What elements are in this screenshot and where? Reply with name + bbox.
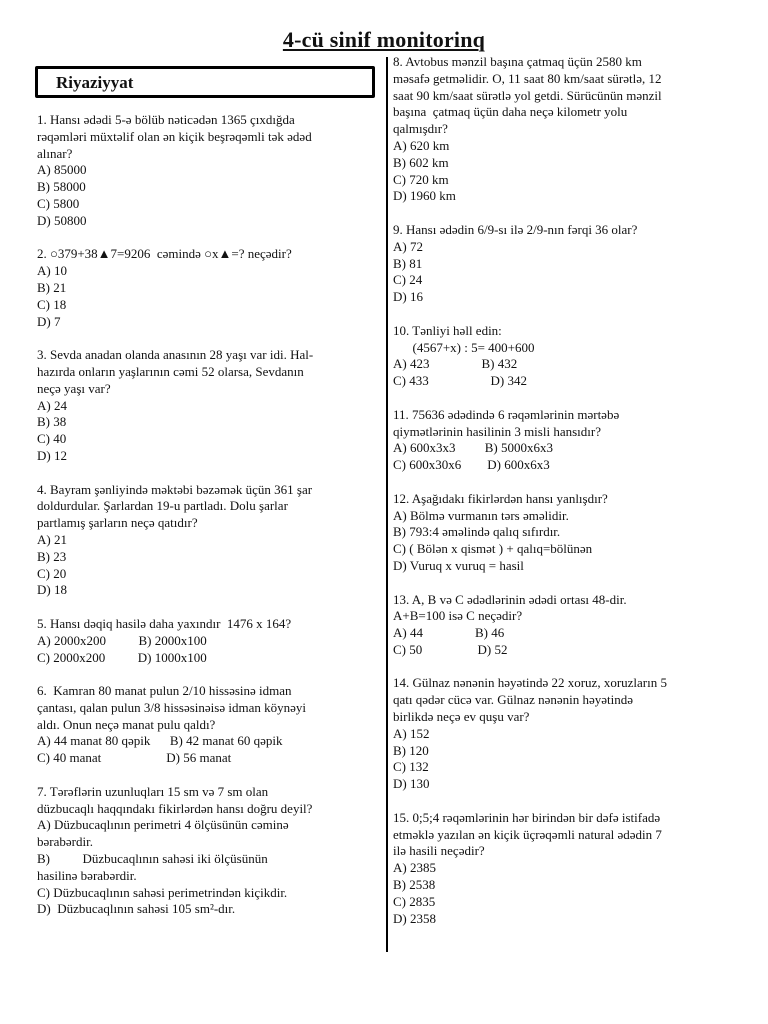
question-text-line: D) Vuruq x vuruq = hasil: [393, 557, 524, 573]
page-title: 4-cü sinif monitorinq: [282, 27, 486, 52]
answer-option: C) 40 manat D) 56 manat: [37, 750, 232, 766]
answer-option: C) 600x30x6 D) 600x6x3: [393, 457, 550, 473]
question-text-line: D) Düzbucaqlının sahəsi 105 sm²-dır.: [37, 901, 236, 917]
question-text-line: 13. A, B və C ədədlərinin ədədi ortası 48-dir.: [393, 591, 627, 607]
question-block: [37, 616, 373, 666]
question-text-line: 4. Bayram şənliyində məktəbi bəzəmək üçün 361 şar: [37, 481, 313, 497]
question-text-line: qalmışdır?: [393, 121, 448, 137]
answer-option: A) 620 km: [393, 137, 450, 153]
answer-option: C) 18: [37, 296, 67, 312]
answer-option: D) 1960 km: [393, 188, 456, 204]
answer-option: D) 16: [393, 289, 423, 305]
question-block: [37, 112, 373, 230]
question-text-line: rəqəmləri müxtəlif olan ən kiçik beşrəqəmli tək ədəd: [37, 128, 312, 144]
question-text-line: C) ( Bölən x qismət ) + qalıq=bölünən: [393, 541, 593, 557]
answer-option: A) 2000x200 B) 2000x100: [37, 632, 207, 648]
question-block: [37, 683, 373, 767]
question-text-line: 15. 0;5;4 rəqəmlərinin hər birindən bir dəfə istifadə: [393, 809, 661, 825]
answer-option: C) 2000x200 D) 1000x100: [37, 649, 207, 665]
answer-option: D) 7: [37, 313, 61, 329]
answer-option: B) 21: [37, 279, 67, 295]
question-text-line: doldurdular. Şarlardan 19-u partladı. Dolu şarlar: [37, 498, 288, 514]
answer-option: C) 24: [393, 272, 423, 288]
question-text-line: alınar?: [37, 145, 73, 161]
question-text-line: 7. Tərəflərin uzunluqları 15 sm və 7 sm olan: [37, 783, 269, 799]
answer-option: C) 40: [37, 431, 67, 447]
question-block: [37, 784, 373, 918]
question-block: [393, 323, 743, 390]
question-text-line: 2. ○379+38▲7=9206 cəmində ○x▲=? neçədir?: [37, 246, 292, 262]
question-block: [37, 482, 373, 600]
question-text-line: hasilinə bərabərdir.: [37, 867, 137, 883]
section-title: Riyaziyyat: [56, 73, 134, 92]
question-block: [393, 407, 743, 474]
answer-option: D) 12: [37, 447, 67, 463]
right-column: [393, 54, 743, 944]
answer-option: D) 130: [393, 776, 430, 792]
question-block: [393, 54, 743, 205]
question-text-line: B) Düzbucaqlının sahəsi iki ölçüsünün: [37, 851, 268, 867]
question-block: [393, 222, 743, 306]
answer-option: B) 120: [393, 742, 429, 758]
answer-option: B) 23: [37, 548, 67, 564]
answer-option: A) 24: [37, 397, 67, 413]
question-text-line: 10. Tənliyi həll edin:: [393, 322, 502, 338]
question-block: [393, 592, 743, 659]
answer-option: B) 38: [37, 414, 67, 430]
answer-option: C) 433 D) 342: [393, 373, 527, 389]
answer-option: A) 2385: [393, 860, 436, 876]
answer-option: A) 72: [393, 238, 423, 254]
question-text-line: qiymətlərinin hasilinin 3 misli hansıdır?: [393, 423, 601, 439]
answer-option: D) 18: [37, 582, 67, 598]
answer-option: B) 2538: [393, 877, 436, 893]
question-text-line: bərabərdir.: [37, 834, 93, 850]
answer-option: A) 44 B) 46: [393, 625, 505, 641]
question-block: [37, 347, 373, 465]
question-text-line: qatı qədər cücə var. Gülnaz nənənin həyətində: [393, 692, 634, 708]
question-text-line: etməklə yazılan ən kiçik üçrəqəmli natural ədədin 7: [393, 826, 662, 842]
question-text-line: birlikdə neçə ev quşu var?: [393, 709, 530, 725]
question-text-line: neçə yaşı var?: [37, 380, 111, 396]
question-text-line: məsafə getməlidir. O, 11 saat 80 km/saat sürətlə, 12: [393, 70, 662, 86]
answer-option: A) 85000: [37, 162, 87, 178]
question-text-line: 8. Avtobus mənzil başına çatmaq üçün 2580 km: [393, 54, 642, 69]
question-text-line: 5. Hansı dəqiq hasilə daha yaxındır 1476 x 164?: [37, 615, 292, 631]
question-text-line: (4567+x) : 5= 400+600: [393, 339, 535, 355]
column-divider: [386, 57, 388, 952]
answer-option: C) 5800: [37, 195, 80, 211]
question-text-line: 14. Gülnaz nənənin həyətində 22 xoruz, xoruzların 5: [393, 675, 667, 691]
question-block: [393, 675, 743, 793]
question-text-line: B) 793:4 əməlində qalıq sıfırdır.: [393, 524, 561, 540]
question-block: [393, 491, 743, 575]
answer-option: A) 423 B) 432: [393, 356, 518, 372]
question-text-line: 11. 75636 ədədində 6 rəqəmlərinin mərtəbə: [393, 406, 620, 422]
answer-option: A) 21: [37, 531, 67, 547]
section-header-box: [35, 66, 375, 98]
question-text-line: 9. Hansı ədədin 6/9-sı ilə 2/9-nın fərqi 36 olar?: [393, 221, 638, 237]
question-text-line: 1. Hansı ədədi 5-ə bölüb nəticədən 1365 çıxdığda: [37, 112, 295, 127]
question-text-line: partlamış şarların neçə qatıdır?: [37, 515, 198, 531]
question-text-line: 12. Aşağıdakı fikirlərdən hansı yanlışdır?: [393, 490, 608, 506]
question-text-line: C) Düzbucaqlının sahəsi perimetrindən kiçikdir.: [37, 884, 288, 900]
answer-option: C) 2835: [393, 893, 436, 909]
question-block: [393, 810, 743, 928]
answer-option: A) 44 manat 80 qəpik B) 42 manat 60 qəpik: [37, 733, 283, 749]
question-text-line: 3. Sevda anadan olanda anasının 28 yaşı var idi. Hal-: [37, 347, 314, 363]
question-text-line: A) Bölmə vurmanın tərs əməlidir.: [393, 507, 569, 523]
question-text-line: çantası, qalan pulun 3/8 hissəsinəisə idman köynəyi: [37, 699, 306, 715]
left-column: [37, 112, 373, 935]
answer-option: A) 10: [37, 263, 67, 279]
answer-option: B) 58000: [37, 179, 86, 195]
answer-option: B) 81: [393, 255, 423, 271]
answer-option: A) 152: [393, 725, 430, 741]
answer-option: D) 2358: [393, 910, 436, 926]
answer-option: C) 20: [37, 565, 67, 581]
question-text-line: hazırda onların yaşlarının cəmi 52 olarsa, Sevdanın: [37, 363, 304, 379]
answer-option: C) 720 km: [393, 171, 449, 187]
question-text-line: ilə hasili neçədir?: [393, 843, 485, 859]
question-text-line: A) Düzbucaqlının perimetri 4 ölçüsünün cəminə: [37, 817, 289, 833]
question-block: [37, 246, 373, 330]
answer-option: C) 50 D) 52: [393, 641, 508, 657]
question-text-line: düzbucaqlı haqqındakı fikirlərdən hansı doğru deyil?: [37, 800, 313, 816]
question-text-line: A+B=100 isə C neçədir?: [393, 608, 523, 624]
question-text-line: başına çatmaq üçün daha neçə kilometr yolu: [393, 104, 628, 120]
answer-option: B) 602 km: [393, 154, 449, 170]
question-text-line: aldı. Onun neçə manat pulu qaldı?: [37, 716, 216, 732]
question-text-line: saat 90 km/saat sürətlə yol getdi. Sürücünün mənzil: [393, 87, 662, 103]
answer-option: D) 50800: [37, 212, 87, 228]
answer-option: C) 132: [393, 759, 429, 775]
question-text-line: 6. Kamran 80 manat pulun 2/10 hissəsinə idman: [37, 683, 292, 699]
answer-option: A) 600x3x3 B) 5000x6x3: [393, 440, 553, 456]
